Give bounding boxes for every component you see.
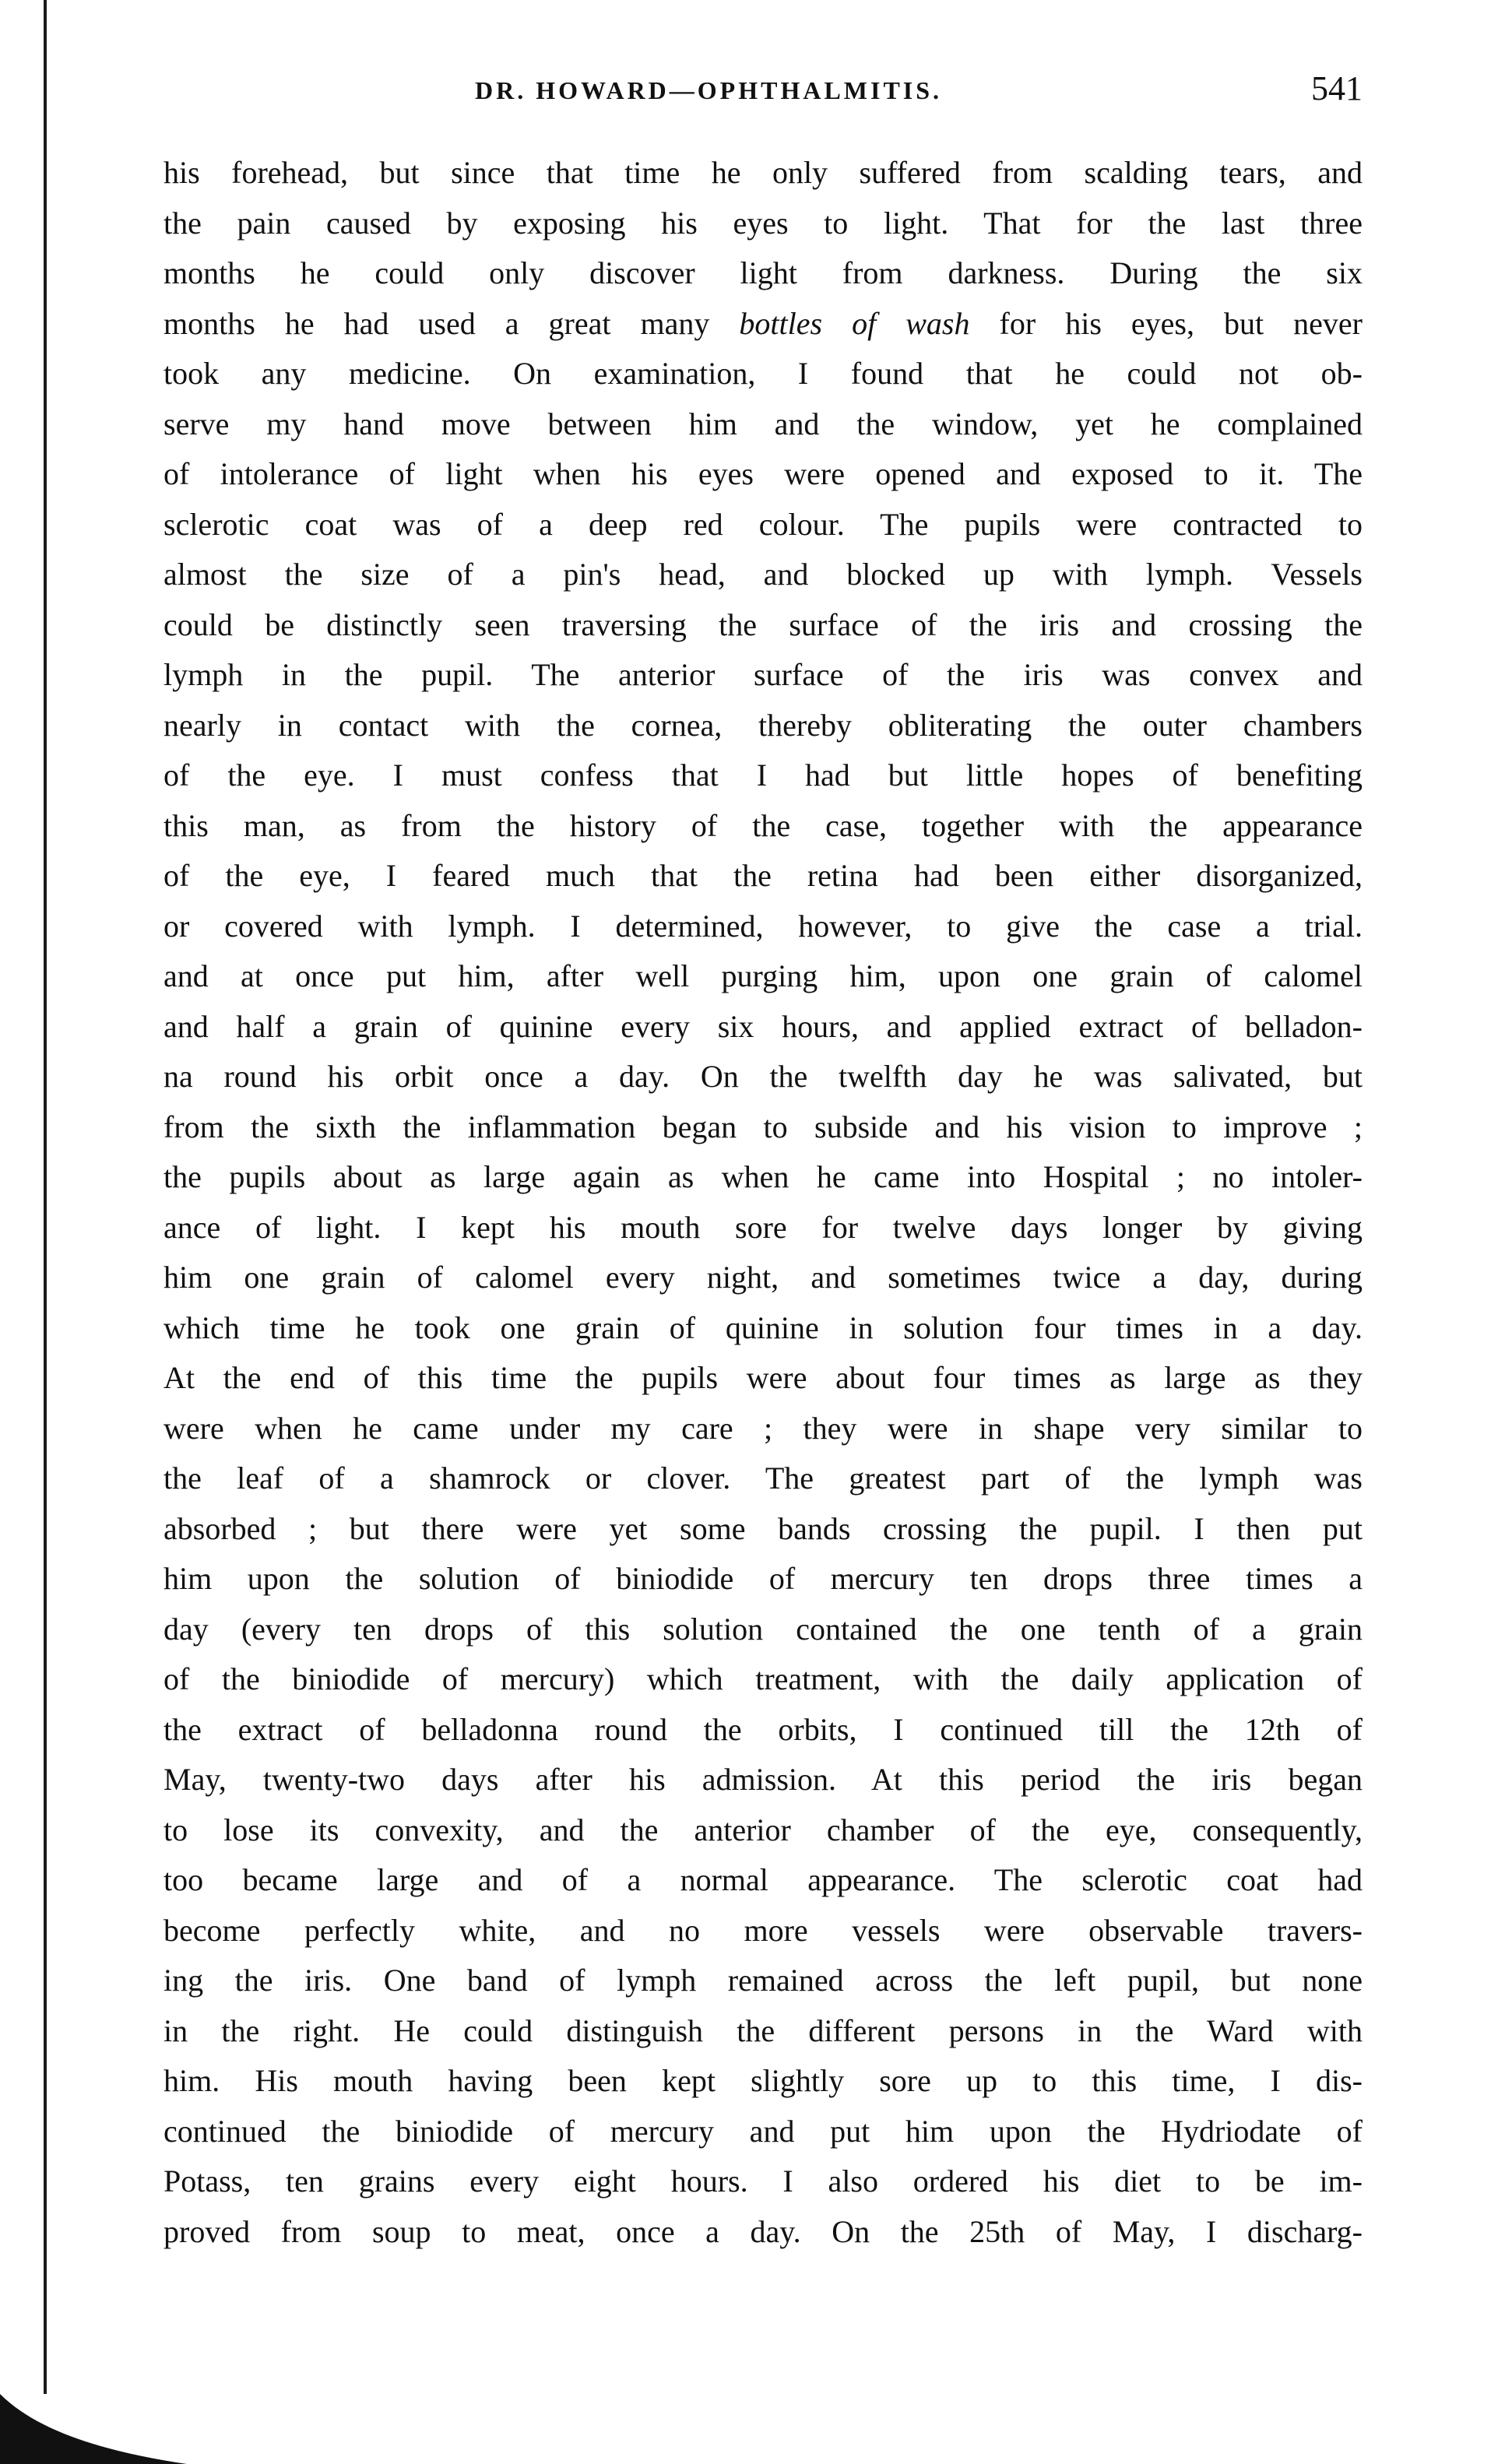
text-line: absorbed ; but there were yet some bands crossing the pupil. I then put (164, 1510, 1363, 1546)
text-line: the leaf of a shamrock or clover. The greatest part of the lymph was (164, 1460, 1363, 1496)
text-line: the pain caused by exposing his eyes to light. That for the last three (164, 205, 1363, 241)
text-line: him one grain of calomel every night, and sometimes twice a day, during (164, 1260, 1363, 1295)
text-line: this man, as from the history of the case, together with the appearance (164, 807, 1363, 843)
text-line: his forehead, but since that time he only suffered from scalding tears, and (164, 155, 1363, 190)
text-line: day (every ten drops of this solution contained the one tenth of a grain (164, 1611, 1363, 1647)
text-line: lymph in the pupil. The anterior surface of the iris was convex and (164, 657, 1363, 692)
text-line: in the right. He could distinguish the different persons in the Ward with (164, 2012, 1363, 2048)
text-line: took any medicine. On examination, I found that he could not ob- (164, 356, 1363, 391)
text-line: na round his orbit once a day. On the twelfth day he was salivated, but (164, 1059, 1363, 1094)
page-number: 541 (1311, 69, 1363, 107)
text-line: serve my hand move between him and the window, yet he complained (164, 406, 1363, 441)
text-line (164, 299, 1363, 350)
page-header (164, 69, 1363, 115)
text-line: of the eye, I feared much that the retina had been either disorganized, (164, 858, 1363, 893)
text-line: proved from soup to meat, once a day. On the 25th of May, I discharg- (164, 2213, 1363, 2249)
text-line: sclerotic coat was of a deep red colour. The pupils were contracted to (164, 506, 1363, 542)
text-line: or covered with lymph. I determined, however, to give the case a trial. (164, 908, 1363, 944)
text-line: ance of light. I kept his mouth sore for twelve days longer by giving (164, 1209, 1363, 1245)
text-line: of intolerance of light when his eyes were opened and exposed to it. The (164, 456, 1363, 491)
running-head: DR. HOWARD—OPHTHALMITIS. (475, 76, 943, 104)
text-line: nearly in contact with the cornea, thereby obliterating the outer chambers (164, 707, 1363, 743)
binding-shadow (0, 2277, 187, 2464)
text-line: months he could only discover light from darkness. During the six (164, 255, 1363, 290)
text-line: May, twenty-two days after his admission. At this period the iris began (164, 1762, 1363, 1797)
text-line: too became large and of a normal appearance. The sclerotic coat had (164, 1862, 1363, 1897)
text-line: At the end of this time the pupils were about four times as large as they (164, 1360, 1363, 1395)
text-line: of the biniodide of mercury) which treatment, with the daily application of (164, 1661, 1363, 1696)
text-line: the pupils about as large again as when he came into Hospital ; no intoler- (164, 1159, 1363, 1194)
text-segment: months he had used a great many (164, 305, 740, 341)
text-line: him upon the solution of biniodide of mercury ten drops three times a (164, 1561, 1363, 1596)
text-line: and half a grain of quinine every six hours, and applied extract of belladon- (164, 1008, 1363, 1044)
text-line: him. His mouth having been kept slightly sore up to this time, I dis- (164, 2063, 1363, 2098)
text-segment: for his eyes, but never (969, 305, 1363, 341)
text-line: from the sixth the inflammation began to subside and his vision to improve ; (164, 1109, 1363, 1144)
italic-phrase: bottles of wash (739, 305, 970, 341)
text-line: which time he took one grain of quinine in solution four times in a day. (164, 1309, 1363, 1345)
text-line: were when he came under my care ; they were in shape very similar to (164, 1410, 1363, 1446)
body-text (164, 148, 1363, 2257)
text-line: continued the biniodide of mercury and put him upon the Hydriodate of (164, 2113, 1363, 2149)
text-line: almost the size of a pin's head, and blocked up with lymph. Vessels (164, 557, 1363, 592)
text-line: to lose its convexity, and the anterior chamber of the eye, consequently, (164, 1812, 1363, 1847)
binding-gutter-line (44, 0, 47, 2304)
text-line: Potass, ten grains every eight hours. I also ordered his diet to be im- (164, 2163, 1363, 2199)
text-line: could be distinctly seen traversing the surface of the iris and crossing the (164, 606, 1363, 642)
text-line: ing the iris. One band of lymph remained across the left pupil, but none (164, 1963, 1363, 1998)
text-line: become perfectly white, and no more vessels were observable travers- (164, 1912, 1363, 1948)
text-line: of the eye. I must confess that I had but little hopes of benefiting (164, 757, 1363, 793)
text-line: the extract of belladonna round the orbits, I continued till the 12th of (164, 1711, 1363, 1747)
text-line: and at once put him, after well purging him, upon one grain of calomel (164, 958, 1363, 993)
